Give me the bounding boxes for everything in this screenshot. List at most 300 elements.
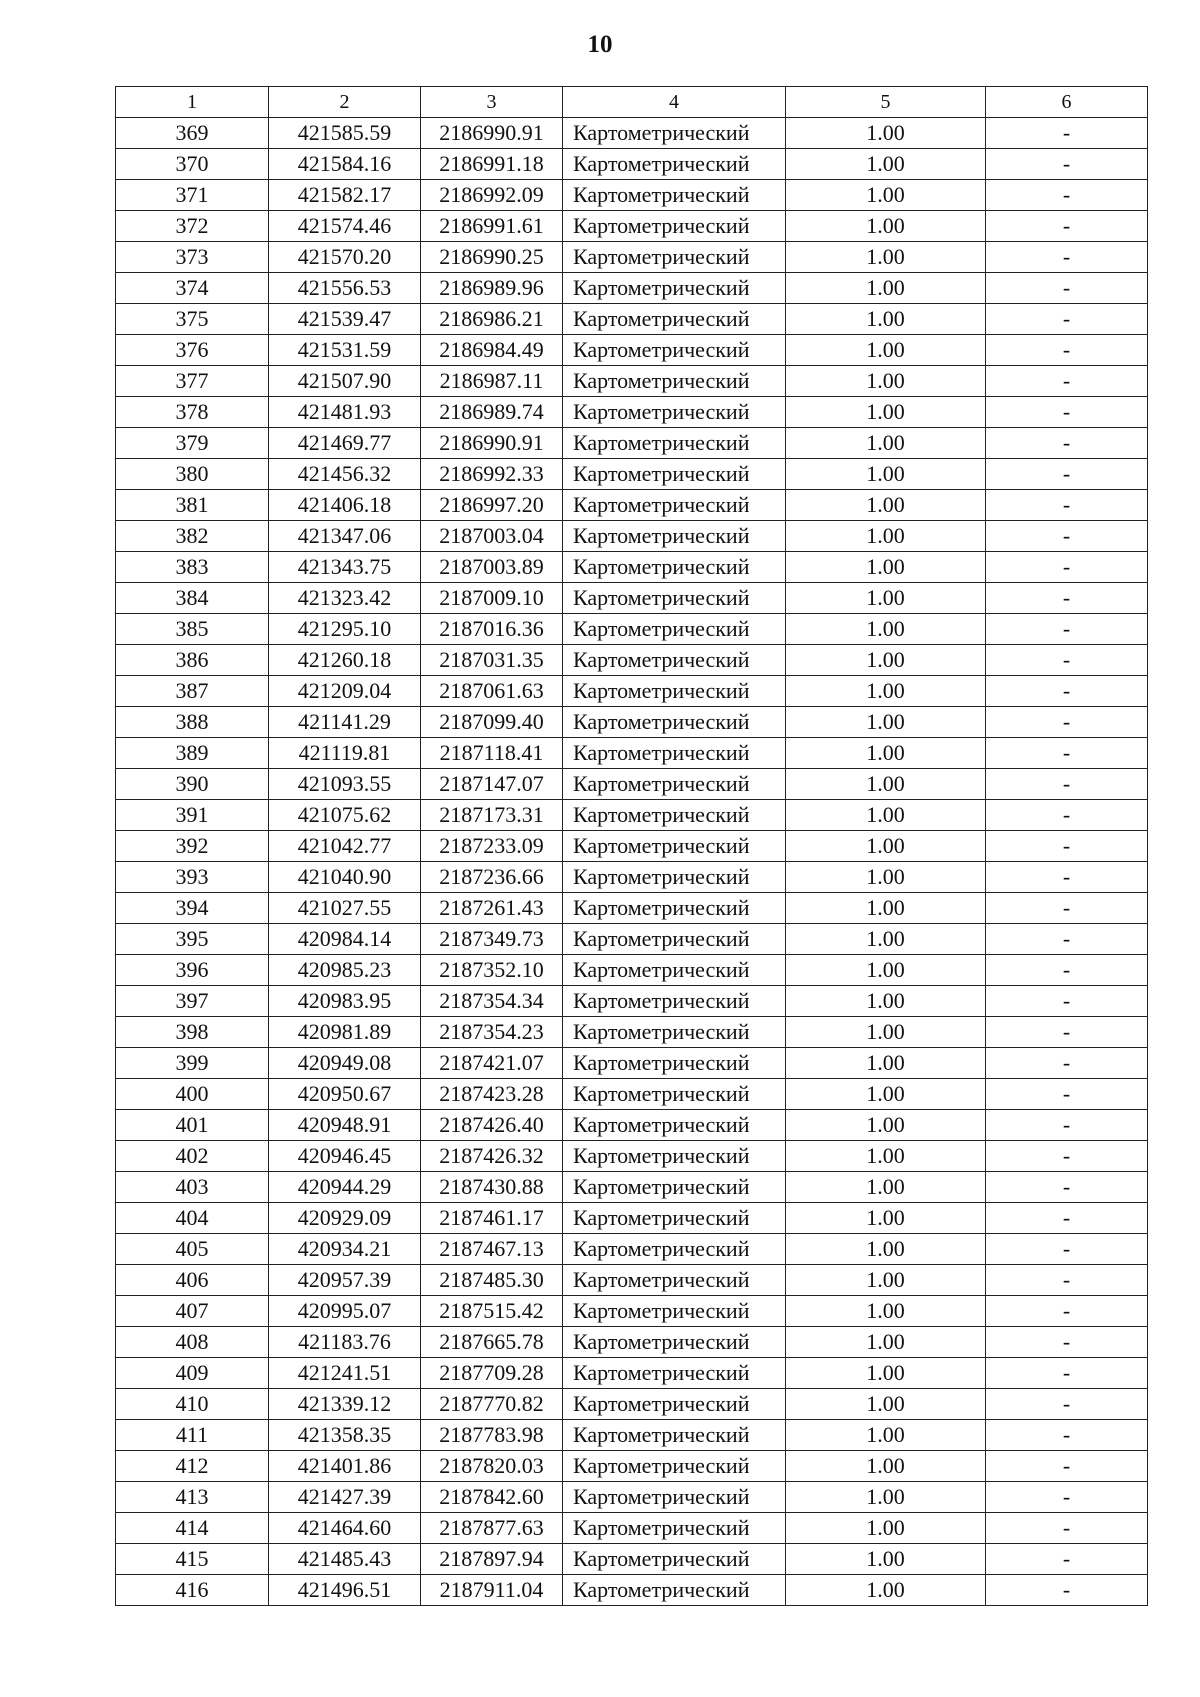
y-coordinate-cell: 2187897.94 [421, 1544, 563, 1575]
y-coordinate-cell: 2187349.73 [421, 924, 563, 955]
note-cell: - [986, 1358, 1148, 1389]
table-row [116, 428, 1148, 459]
accuracy-cell: 1.00 [786, 893, 986, 924]
note-cell: - [986, 955, 1148, 986]
x-coordinate-cell: 421406.18 [269, 490, 421, 521]
table-row [116, 180, 1148, 211]
accuracy-cell: 1.00 [786, 118, 986, 149]
y-coordinate-cell: 2187485.30 [421, 1265, 563, 1296]
y-coordinate-cell: 2187173.31 [421, 800, 563, 831]
x-coordinate-cell: 421469.77 [269, 428, 421, 459]
table-row [116, 1420, 1148, 1451]
point-number-cell: 376 [116, 335, 269, 366]
y-coordinate-cell: 2187709.28 [421, 1358, 563, 1389]
point-number-cell: 401 [116, 1110, 269, 1141]
method-cell: Картометрический [563, 614, 786, 645]
point-number-cell: 369 [116, 118, 269, 149]
method-cell: Картометрический [563, 1265, 786, 1296]
accuracy-cell: 1.00 [786, 1296, 986, 1327]
accuracy-cell: 1.00 [786, 738, 986, 769]
note-cell: - [986, 366, 1148, 397]
accuracy-cell: 1.00 [786, 614, 986, 645]
accuracy-cell: 1.00 [786, 1234, 986, 1265]
accuracy-cell: 1.00 [786, 831, 986, 862]
column-header-1: 1 [116, 87, 269, 118]
point-number-cell: 384 [116, 583, 269, 614]
accuracy-cell: 1.00 [786, 1141, 986, 1172]
y-coordinate-cell: 2186992.33 [421, 459, 563, 490]
table-row [116, 490, 1148, 521]
method-cell: Картометрический [563, 1482, 786, 1513]
accuracy-cell: 1.00 [786, 1420, 986, 1451]
x-coordinate-cell: 421075.62 [269, 800, 421, 831]
method-cell: Картометрический [563, 1544, 786, 1575]
x-coordinate-cell: 421323.42 [269, 583, 421, 614]
point-number-cell: 380 [116, 459, 269, 490]
note-cell: - [986, 769, 1148, 800]
table-row [116, 738, 1148, 769]
accuracy-cell: 1.00 [786, 397, 986, 428]
accuracy-cell: 1.00 [786, 273, 986, 304]
table-row [116, 459, 1148, 490]
y-coordinate-cell: 2187147.07 [421, 769, 563, 800]
x-coordinate-cell: 420946.45 [269, 1141, 421, 1172]
point-number-cell: 381 [116, 490, 269, 521]
accuracy-cell: 1.00 [786, 180, 986, 211]
note-cell: - [986, 1482, 1148, 1513]
table-row [116, 955, 1148, 986]
table-row [116, 335, 1148, 366]
x-coordinate-cell: 421141.29 [269, 707, 421, 738]
y-coordinate-cell: 2186989.74 [421, 397, 563, 428]
y-coordinate-cell: 2186989.96 [421, 273, 563, 304]
accuracy-cell: 1.00 [786, 1048, 986, 1079]
table-row [116, 1482, 1148, 1513]
table-row [116, 583, 1148, 614]
method-cell: Картометрический [563, 490, 786, 521]
note-cell: - [986, 1203, 1148, 1234]
column-header-4: 4 [563, 87, 786, 118]
note-cell: - [986, 738, 1148, 769]
x-coordinate-cell: 421027.55 [269, 893, 421, 924]
note-cell: - [986, 1048, 1148, 1079]
x-coordinate-cell: 421507.90 [269, 366, 421, 397]
method-cell: Картометрический [563, 1017, 786, 1048]
table-row [116, 1203, 1148, 1234]
page-number: 10 [587, 31, 613, 58]
y-coordinate-cell: 2186992.09 [421, 180, 563, 211]
accuracy-cell: 1.00 [786, 645, 986, 676]
x-coordinate-cell: 421119.81 [269, 738, 421, 769]
note-cell: - [986, 924, 1148, 955]
table-row [116, 211, 1148, 242]
accuracy-cell: 1.00 [786, 986, 986, 1017]
point-number-cell: 375 [116, 304, 269, 335]
table-row [116, 1172, 1148, 1203]
x-coordinate-cell: 420934.21 [269, 1234, 421, 1265]
y-coordinate-cell: 2187016.36 [421, 614, 563, 645]
table-body [116, 118, 1148, 1606]
y-coordinate-cell: 2187783.98 [421, 1420, 563, 1451]
header-row [116, 87, 1148, 118]
point-number-cell: 396 [116, 955, 269, 986]
table-row [116, 614, 1148, 645]
x-coordinate-cell: 421456.32 [269, 459, 421, 490]
table-row [116, 366, 1148, 397]
y-coordinate-cell: 2187423.28 [421, 1079, 563, 1110]
table-row [116, 149, 1148, 180]
table-row [116, 1079, 1148, 1110]
method-cell: Картометрический [563, 521, 786, 552]
accuracy-cell: 1.00 [786, 552, 986, 583]
note-cell: - [986, 1327, 1148, 1358]
y-coordinate-cell: 2187354.34 [421, 986, 563, 1017]
accuracy-cell: 1.00 [786, 149, 986, 180]
table-row [116, 552, 1148, 583]
column-header-2: 2 [269, 87, 421, 118]
note-cell: - [986, 1265, 1148, 1296]
y-coordinate-cell: 2187665.78 [421, 1327, 563, 1358]
note-cell: - [986, 583, 1148, 614]
accuracy-cell: 1.00 [786, 924, 986, 955]
table-row [116, 862, 1148, 893]
note-cell: - [986, 986, 1148, 1017]
note-cell: - [986, 1079, 1148, 1110]
note-cell: - [986, 149, 1148, 180]
x-coordinate-cell: 421574.46 [269, 211, 421, 242]
point-number-cell: 398 [116, 1017, 269, 1048]
method-cell: Картометрический [563, 1389, 786, 1420]
table-row [116, 521, 1148, 552]
method-cell: Картометрический [563, 1079, 786, 1110]
method-cell: Картометрический [563, 986, 786, 1017]
table-row [116, 118, 1148, 149]
point-number-cell: 386 [116, 645, 269, 676]
method-cell: Картометрический [563, 149, 786, 180]
table-row [116, 1141, 1148, 1172]
accuracy-cell: 1.00 [786, 428, 986, 459]
method-cell: Картометрический [563, 1203, 786, 1234]
accuracy-cell: 1.00 [786, 335, 986, 366]
x-coordinate-cell: 421585.59 [269, 118, 421, 149]
x-coordinate-cell: 420948.91 [269, 1110, 421, 1141]
y-coordinate-cell: 2187467.13 [421, 1234, 563, 1265]
x-coordinate-cell: 421556.53 [269, 273, 421, 304]
method-cell: Картометрический [563, 924, 786, 955]
x-coordinate-cell: 420957.39 [269, 1265, 421, 1296]
method-cell: Картометрический [563, 211, 786, 242]
table-row [116, 893, 1148, 924]
method-cell: Картометрический [563, 862, 786, 893]
y-coordinate-cell: 2187842.60 [421, 1482, 563, 1513]
point-number-cell: 379 [116, 428, 269, 459]
note-cell: - [986, 1234, 1148, 1265]
accuracy-cell: 1.00 [786, 366, 986, 397]
point-number-cell: 392 [116, 831, 269, 862]
method-cell: Картометрический [563, 955, 786, 986]
point-number-cell: 389 [116, 738, 269, 769]
method-cell: Картометрический [563, 800, 786, 831]
table-row [116, 397, 1148, 428]
table-row [116, 707, 1148, 738]
accuracy-cell: 1.00 [786, 459, 986, 490]
point-number-cell: 416 [116, 1575, 269, 1606]
point-number-cell: 390 [116, 769, 269, 800]
x-coordinate-cell: 421295.10 [269, 614, 421, 645]
y-coordinate-cell: 2187003.89 [421, 552, 563, 583]
accuracy-cell: 1.00 [786, 1265, 986, 1296]
note-cell: - [986, 180, 1148, 211]
y-coordinate-cell: 2186991.18 [421, 149, 563, 180]
point-number-cell: 374 [116, 273, 269, 304]
x-coordinate-cell: 420995.07 [269, 1296, 421, 1327]
x-coordinate-cell: 421485.43 [269, 1544, 421, 1575]
x-coordinate-cell: 421358.35 [269, 1420, 421, 1451]
accuracy-cell: 1.00 [786, 676, 986, 707]
point-number-cell: 402 [116, 1141, 269, 1172]
x-coordinate-cell: 420949.08 [269, 1048, 421, 1079]
note-cell: - [986, 1296, 1148, 1327]
table-row [116, 1017, 1148, 1048]
point-number-cell: 412 [116, 1451, 269, 1482]
x-coordinate-cell: 421183.76 [269, 1327, 421, 1358]
coordinates-table [115, 86, 1148, 1606]
method-cell: Картометрический [563, 1451, 786, 1482]
point-number-cell: 407 [116, 1296, 269, 1327]
note-cell: - [986, 1141, 1148, 1172]
note-cell: - [986, 1544, 1148, 1575]
accuracy-cell: 1.00 [786, 583, 986, 614]
note-cell: - [986, 459, 1148, 490]
y-coordinate-cell: 2186987.11 [421, 366, 563, 397]
method-cell: Картометрический [563, 335, 786, 366]
table-row [116, 1048, 1148, 1079]
y-coordinate-cell: 2186997.20 [421, 490, 563, 521]
method-cell: Картометрический [563, 893, 786, 924]
point-number-cell: 397 [116, 986, 269, 1017]
accuracy-cell: 1.00 [786, 707, 986, 738]
y-coordinate-cell: 2187430.88 [421, 1172, 563, 1203]
note-cell: - [986, 1575, 1148, 1606]
point-number-cell: 391 [116, 800, 269, 831]
y-coordinate-cell: 2187911.04 [421, 1575, 563, 1606]
table-row [116, 676, 1148, 707]
method-cell: Картометрический [563, 366, 786, 397]
point-number-cell: 382 [116, 521, 269, 552]
method-cell: Картометрический [563, 1110, 786, 1141]
table-row [116, 1389, 1148, 1420]
y-coordinate-cell: 2187009.10 [421, 583, 563, 614]
point-number-cell: 383 [116, 552, 269, 583]
point-number-cell: 411 [116, 1420, 269, 1451]
note-cell: - [986, 831, 1148, 862]
method-cell: Картометрический [563, 1513, 786, 1544]
accuracy-cell: 1.00 [786, 521, 986, 552]
y-coordinate-cell: 2186990.25 [421, 242, 563, 273]
method-cell: Картометрический [563, 459, 786, 490]
method-cell: Картометрический [563, 583, 786, 614]
x-coordinate-cell: 421531.59 [269, 335, 421, 366]
y-coordinate-cell: 2186986.21 [421, 304, 563, 335]
x-coordinate-cell: 421464.60 [269, 1513, 421, 1544]
table-row [116, 986, 1148, 1017]
method-cell: Картометрический [563, 273, 786, 304]
accuracy-cell: 1.00 [786, 1451, 986, 1482]
method-cell: Картометрический [563, 707, 786, 738]
method-cell: Картометрический [563, 738, 786, 769]
x-coordinate-cell: 420929.09 [269, 1203, 421, 1234]
accuracy-cell: 1.00 [786, 1482, 986, 1513]
y-coordinate-cell: 2187061.63 [421, 676, 563, 707]
note-cell: - [986, 428, 1148, 459]
method-cell: Картометрический [563, 428, 786, 459]
point-number-cell: 413 [116, 1482, 269, 1513]
method-cell: Картометрический [563, 304, 786, 335]
x-coordinate-cell: 421496.51 [269, 1575, 421, 1606]
accuracy-cell: 1.00 [786, 1358, 986, 1389]
point-number-cell: 405 [116, 1234, 269, 1265]
x-coordinate-cell: 420944.29 [269, 1172, 421, 1203]
point-number-cell: 399 [116, 1048, 269, 1079]
point-number-cell: 404 [116, 1203, 269, 1234]
note-cell: - [986, 614, 1148, 645]
y-coordinate-cell: 2187233.09 [421, 831, 563, 862]
x-coordinate-cell: 421040.90 [269, 862, 421, 893]
x-coordinate-cell: 421339.12 [269, 1389, 421, 1420]
accuracy-cell: 1.00 [786, 1203, 986, 1234]
y-coordinate-cell: 2187003.04 [421, 521, 563, 552]
y-coordinate-cell: 2187515.42 [421, 1296, 563, 1327]
point-number-cell: 385 [116, 614, 269, 645]
table-row [116, 304, 1148, 335]
point-number-cell: 415 [116, 1544, 269, 1575]
x-coordinate-cell: 421347.06 [269, 521, 421, 552]
table-row [116, 1544, 1148, 1575]
point-number-cell: 400 [116, 1079, 269, 1110]
table-row [116, 1327, 1148, 1358]
note-cell: - [986, 1389, 1148, 1420]
note-cell: - [986, 800, 1148, 831]
point-number-cell: 371 [116, 180, 269, 211]
y-coordinate-cell: 2187426.40 [421, 1110, 563, 1141]
accuracy-cell: 1.00 [786, 1513, 986, 1544]
method-cell: Картометрический [563, 676, 786, 707]
point-number-cell: 372 [116, 211, 269, 242]
y-coordinate-cell: 2187118.41 [421, 738, 563, 769]
x-coordinate-cell: 420984.14 [269, 924, 421, 955]
column-header-6: 6 [986, 87, 1148, 118]
y-coordinate-cell: 2186991.61 [421, 211, 563, 242]
note-cell: - [986, 862, 1148, 893]
note-cell: - [986, 397, 1148, 428]
note-cell: - [986, 645, 1148, 676]
x-coordinate-cell: 420950.67 [269, 1079, 421, 1110]
method-cell: Картометрический [563, 769, 786, 800]
x-coordinate-cell: 421241.51 [269, 1358, 421, 1389]
column-header-3: 3 [421, 87, 563, 118]
x-coordinate-cell: 421427.39 [269, 1482, 421, 1513]
table-row [116, 1575, 1148, 1606]
note-cell: - [986, 304, 1148, 335]
method-cell: Картометрический [563, 397, 786, 428]
point-number-cell: 406 [116, 1265, 269, 1296]
point-number-cell: 403 [116, 1172, 269, 1203]
x-coordinate-cell: 421539.47 [269, 304, 421, 335]
method-cell: Картометрический [563, 552, 786, 583]
method-cell: Картометрический [563, 118, 786, 149]
x-coordinate-cell: 421582.17 [269, 180, 421, 211]
table-row [116, 1234, 1148, 1265]
x-coordinate-cell: 421481.93 [269, 397, 421, 428]
point-number-cell: 393 [116, 862, 269, 893]
table-row [116, 242, 1148, 273]
point-number-cell: 377 [116, 366, 269, 397]
note-cell: - [986, 893, 1148, 924]
y-coordinate-cell: 2186990.91 [421, 118, 563, 149]
y-coordinate-cell: 2187877.63 [421, 1513, 563, 1544]
method-cell: Картометрический [563, 1048, 786, 1079]
note-cell: - [986, 676, 1148, 707]
accuracy-cell: 1.00 [786, 1172, 986, 1203]
accuracy-cell: 1.00 [786, 955, 986, 986]
method-cell: Картометрический [563, 1234, 786, 1265]
x-coordinate-cell: 420985.23 [269, 955, 421, 986]
method-cell: Картометрический [563, 1420, 786, 1451]
table-row [116, 1265, 1148, 1296]
point-number-cell: 394 [116, 893, 269, 924]
note-cell: - [986, 1513, 1148, 1544]
x-coordinate-cell: 421570.20 [269, 242, 421, 273]
method-cell: Картометрический [563, 831, 786, 862]
method-cell: Картометрический [563, 242, 786, 273]
point-number-cell: 395 [116, 924, 269, 955]
y-coordinate-cell: 2187354.23 [421, 1017, 563, 1048]
note-cell: - [986, 552, 1148, 583]
method-cell: Картометрический [563, 1141, 786, 1172]
table-row [116, 800, 1148, 831]
note-cell: - [986, 118, 1148, 149]
point-number-cell: 370 [116, 149, 269, 180]
y-coordinate-cell: 2187820.03 [421, 1451, 563, 1482]
point-number-cell: 373 [116, 242, 269, 273]
point-number-cell: 409 [116, 1358, 269, 1389]
note-cell: - [986, 335, 1148, 366]
note-cell: - [986, 1110, 1148, 1141]
note-cell: - [986, 242, 1148, 273]
x-coordinate-cell: 421260.18 [269, 645, 421, 676]
accuracy-cell: 1.00 [786, 1327, 986, 1358]
accuracy-cell: 1.00 [786, 242, 986, 273]
method-cell: Картометрический [563, 1296, 786, 1327]
accuracy-cell: 1.00 [786, 1544, 986, 1575]
table-row [116, 1451, 1148, 1482]
note-cell: - [986, 211, 1148, 242]
note-cell: - [986, 521, 1148, 552]
note-cell: - [986, 490, 1148, 521]
note-cell: - [986, 1172, 1148, 1203]
accuracy-cell: 1.00 [786, 1575, 986, 1606]
table-row [116, 1296, 1148, 1327]
point-number-cell: 388 [116, 707, 269, 738]
note-cell: - [986, 273, 1148, 304]
point-number-cell: 410 [116, 1389, 269, 1420]
table-row [116, 1513, 1148, 1544]
y-coordinate-cell: 2187352.10 [421, 955, 563, 986]
accuracy-cell: 1.00 [786, 211, 986, 242]
x-coordinate-cell: 421093.55 [269, 769, 421, 800]
accuracy-cell: 1.00 [786, 1079, 986, 1110]
method-cell: Картометрический [563, 180, 786, 211]
